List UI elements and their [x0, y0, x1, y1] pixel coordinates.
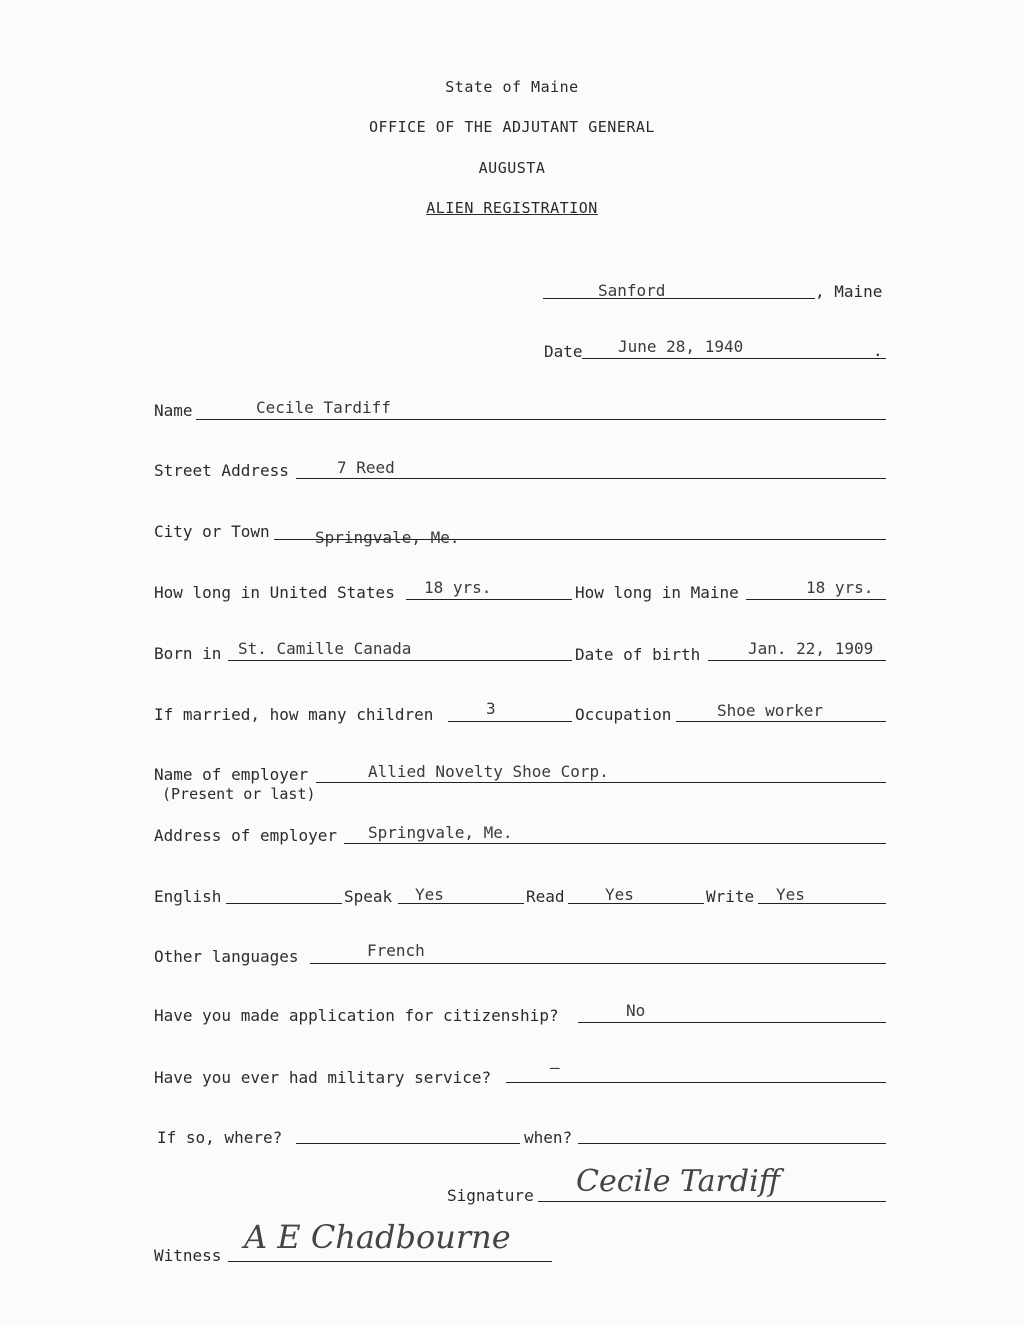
other-languages-label: Other languages: [154, 947, 299, 966]
signature-line: [538, 1201, 886, 1202]
header-city: AUGUSTA: [478, 159, 546, 177]
street-value: 7 Reed: [337, 458, 395, 477]
occupation-label: Occupation: [575, 705, 672, 724]
english-speak-label: Speak: [344, 887, 393, 906]
us-duration-label: How long in United States: [154, 583, 395, 602]
maine-duration-label: How long in Maine: [575, 583, 739, 602]
date-value: June 28, 1940: [618, 337, 744, 356]
employer-value: Allied Novelty Shoe Corp.: [368, 762, 609, 781]
when-label: when?: [524, 1128, 573, 1147]
dob-label: Date of birth: [575, 645, 701, 664]
when-line: [578, 1143, 886, 1144]
children-label: If married, how many children: [154, 705, 434, 724]
us-duration-line: [406, 599, 572, 600]
born-line: [228, 660, 572, 661]
city-line: [274, 539, 886, 540]
military-value: —: [550, 1058, 560, 1077]
witness-label: Witness: [154, 1246, 222, 1265]
city-label: City or Town: [154, 522, 270, 541]
us-duration-value: 18 yrs.: [424, 578, 492, 597]
name-label: Name: [154, 401, 193, 420]
place-town-value: Sanford: [598, 281, 666, 300]
employer-address-label: Address of employer: [154, 826, 338, 845]
witness-line: [228, 1261, 552, 1262]
born-value: St. Camille Canada: [238, 639, 412, 658]
employer-address-line: [344, 843, 886, 844]
english-write-value: Yes: [776, 885, 805, 904]
english-speak-value: Yes: [415, 885, 444, 904]
occupation-line: [676, 721, 886, 722]
where-line: [296, 1143, 520, 1144]
military-line: [506, 1082, 886, 1083]
city-value: Springvale, Me.: [315, 528, 460, 547]
date-label: Date: [544, 342, 583, 361]
header-office: OFFICE OF THE ADJUTANT GENERAL: [369, 118, 655, 136]
english-label: English: [154, 887, 222, 906]
born-label: Born in: [154, 644, 222, 663]
citizenship-line: [578, 1022, 886, 1023]
english-read-value: Yes: [605, 885, 634, 904]
date-line: [582, 358, 886, 359]
children-line: [448, 721, 572, 722]
english-write-line: [758, 903, 886, 904]
english-line: [226, 903, 342, 904]
name-value: Cecile Tardiff: [256, 398, 391, 417]
witness-handwriting: A E Chadbourne: [244, 1218, 511, 1256]
maine-duration-line: [746, 599, 886, 600]
place-suffix: , Maine: [815, 282, 883, 301]
signature-label: Signature: [447, 1186, 534, 1205]
english-speak-line: [398, 903, 524, 904]
where-label: If so, where?: [157, 1128, 283, 1147]
children-value: 3: [486, 699, 496, 718]
form-title: ALIEN REGISTRATION: [426, 199, 598, 217]
signature-handwriting: Cecile Tardiff: [576, 1164, 780, 1199]
other-languages-line: [310, 963, 886, 964]
dob-line: [708, 660, 886, 661]
employer-address-value: Springvale, Me.: [368, 823, 513, 842]
header-state: State of Maine: [445, 78, 579, 96]
english-write-label: Write: [706, 887, 755, 906]
dob-value: Jan. 22, 1909: [748, 639, 874, 658]
place-line: [543, 298, 815, 299]
citizenship-label: Have you made application for citizenship?: [154, 1006, 559, 1025]
citizenship-value: No: [626, 1001, 646, 1020]
date-end: .: [873, 341, 883, 360]
english-read-label: Read: [526, 887, 565, 906]
other-languages-value: French: [367, 941, 425, 960]
occupation-value: Shoe worker: [717, 701, 823, 720]
employer-sublabel: (Present or last): [162, 785, 316, 803]
street-line: [296, 478, 886, 479]
maine-duration-value: 18 yrs.: [806, 578, 874, 597]
street-label: Street Address: [154, 461, 289, 480]
name-line: [196, 419, 886, 420]
employer-line: [316, 782, 886, 783]
military-label: Have you ever had military service?: [154, 1068, 492, 1087]
employer-label: Name of employer: [154, 765, 309, 784]
english-read-line: [568, 903, 704, 904]
